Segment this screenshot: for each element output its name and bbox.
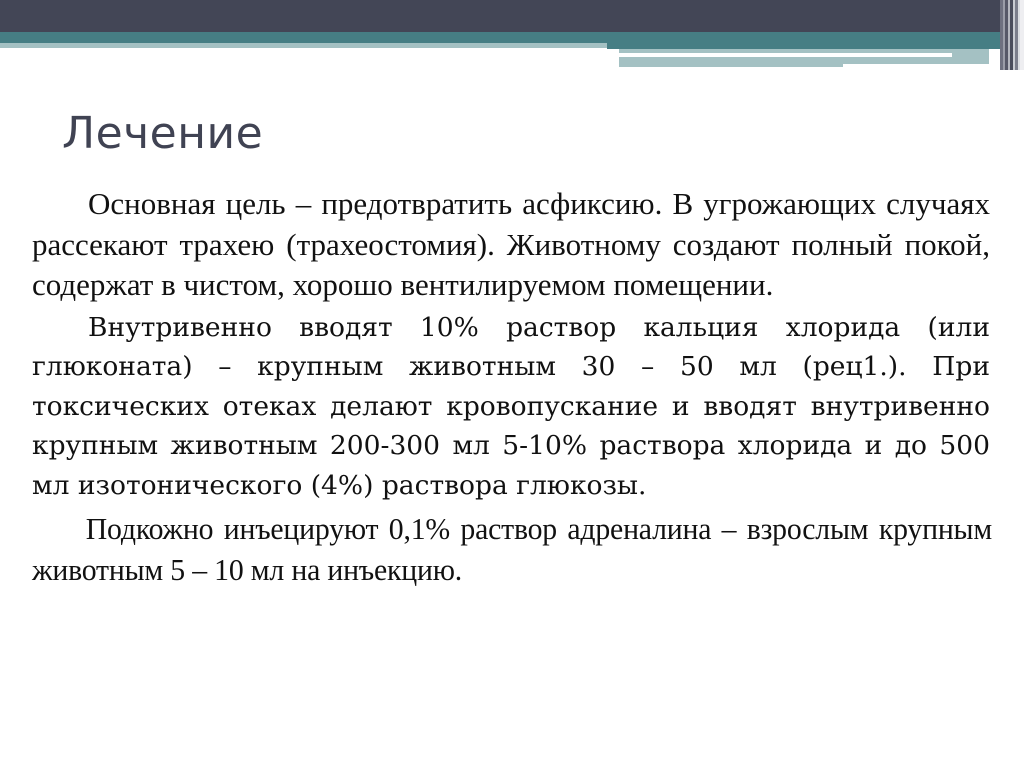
header-light-strip-left xyxy=(0,43,607,48)
header-white-line xyxy=(619,53,952,57)
header-teal-band xyxy=(0,32,1024,43)
paragraph-subcutaneous: Подкожно инъецируют 0,1% раствор адреналина – взрослым крупным животным 5 – 10 мл на инъекцию. xyxy=(32,511,992,587)
header-edge-stripes xyxy=(1000,0,1024,70)
header-dark-band xyxy=(0,0,1024,32)
slide-title: Лечение xyxy=(62,108,264,159)
paragraph-intravenous: Внутривенно вводят 10% раствор кальция хлорида (или глюконата) – крупным животным 30 – 50 мл (рец1.). При токсических отеках делают кровопускание и вводят внутривенно крупным животным 200-300 мл 5-10% раствора хлорида и до 500 мл изотонического (4%) раствора глюкозы. xyxy=(32,311,990,501)
header-white-cut xyxy=(843,64,1003,70)
slide-body xyxy=(32,184,990,590)
paragraph-goal: Основная цель – предотвратить асфиксию. В угрожающих случаях рассекают трахею (трахеостомия). Животному создают полный покой, содержат в чистом, хорошо вентилируемом помещении. xyxy=(32,186,990,302)
